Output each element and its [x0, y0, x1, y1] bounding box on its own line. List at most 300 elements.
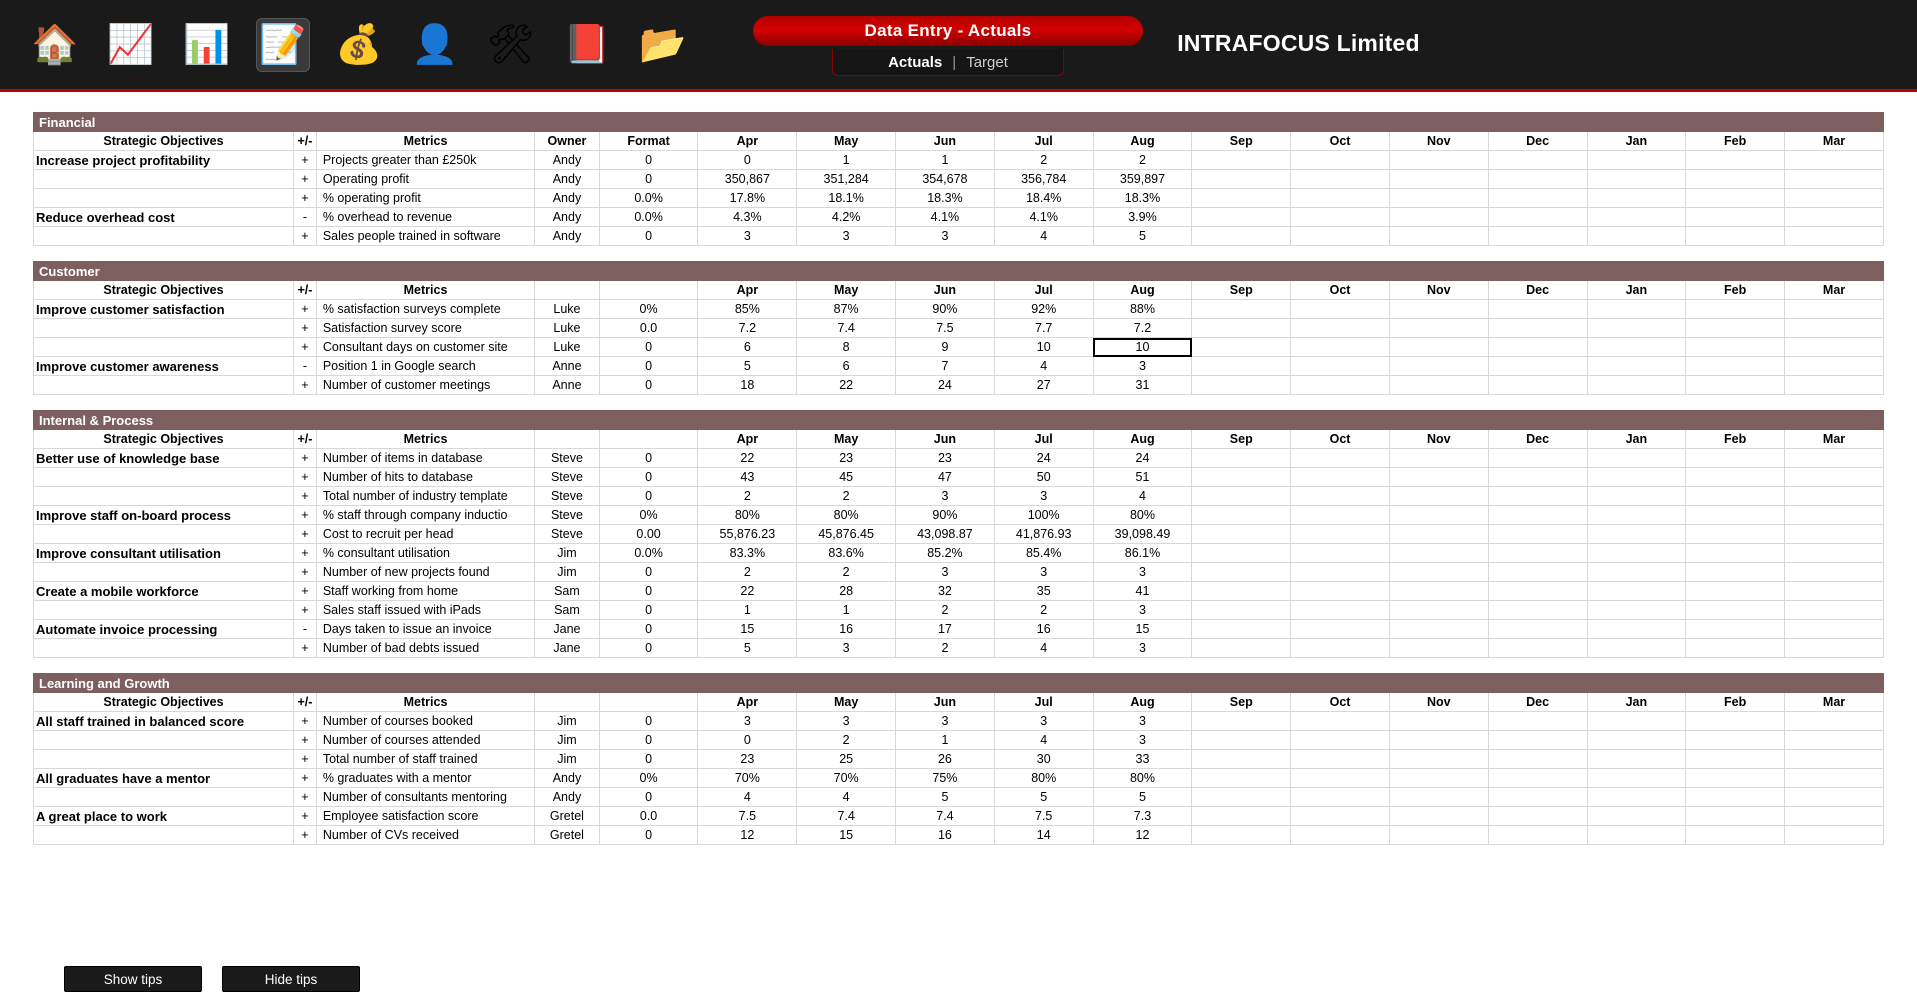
cell-value-jun[interactable]: 18.3% — [896, 189, 995, 208]
cell-value-aug[interactable]: 12 — [1093, 826, 1192, 845]
cell-value-nov[interactable] — [1389, 750, 1488, 769]
cell-format[interactable]: 0 — [599, 170, 698, 189]
cell-value-dec[interactable] — [1488, 639, 1587, 658]
cell-value-mar[interactable] — [1785, 170, 1884, 189]
cell-value-dec[interactable] — [1488, 563, 1587, 582]
cell-owner[interactable]: Sam — [535, 582, 599, 601]
cell-value-oct[interactable] — [1291, 208, 1390, 227]
cell-value-oct[interactable] — [1291, 582, 1390, 601]
tab-target[interactable]: Target — [966, 53, 1008, 71]
cell-value-feb[interactable] — [1686, 731, 1785, 750]
cell-value-sep[interactable] — [1192, 227, 1291, 246]
cell-format[interactable]: 0.0% — [599, 189, 698, 208]
cell-value-sep[interactable] — [1192, 300, 1291, 319]
folder-icon[interactable]: 📂 — [639, 23, 687, 66]
cell-value-jul[interactable]: 41,876.93 — [994, 525, 1093, 544]
cell-value-may[interactable]: 6 — [797, 357, 896, 376]
cell-value-oct[interactable] — [1291, 506, 1390, 525]
cell-owner[interactable]: Jim — [535, 712, 599, 731]
cell-value-jan[interactable] — [1587, 563, 1686, 582]
cell-value-mar[interactable] — [1785, 189, 1884, 208]
cell-value-apr[interactable]: 43 — [698, 468, 797, 487]
cell-value-feb[interactable] — [1686, 601, 1785, 620]
cell-value-oct[interactable] — [1291, 227, 1390, 246]
cell-value-sep[interactable] — [1192, 582, 1291, 601]
cell-value-jun[interactable]: 4.1% — [896, 208, 995, 227]
cell-value-oct[interactable] — [1291, 449, 1390, 468]
cell-value-jan[interactable] — [1587, 620, 1686, 639]
cell-value-jul[interactable]: 4 — [994, 357, 1093, 376]
cell-value-sep[interactable] — [1192, 338, 1291, 357]
cell-value-jan[interactable] — [1587, 712, 1686, 731]
cell-value-mar[interactable] — [1785, 769, 1884, 788]
cell-value-apr[interactable]: 83.3% — [698, 544, 797, 563]
cell-format[interactable]: 0 — [599, 376, 698, 395]
cell-value-aug[interactable]: 7.3 — [1093, 807, 1192, 826]
cell-value-mar[interactable] — [1785, 357, 1884, 376]
cell-value-jun[interactable]: 24 — [896, 376, 995, 395]
cell-value-dec[interactable] — [1488, 468, 1587, 487]
cell-value-dec[interactable] — [1488, 357, 1587, 376]
cell-direction[interactable]: + — [293, 506, 316, 525]
cell-value-jun[interactable]: 32 — [896, 582, 995, 601]
cell-value-mar[interactable] — [1785, 563, 1884, 582]
cell-value-aug[interactable]: 3 — [1093, 639, 1192, 658]
cell-value-jan[interactable] — [1587, 487, 1686, 506]
cell-value-jul[interactable]: 7.5 — [994, 807, 1093, 826]
cell-value-jan[interactable] — [1587, 189, 1686, 208]
cell-format[interactable]: 0 — [599, 620, 698, 639]
cell-value-aug[interactable]: 2 — [1093, 151, 1192, 170]
cell-value-oct[interactable] — [1291, 807, 1390, 826]
cell-value-may[interactable]: 22 — [797, 376, 896, 395]
cell-value-may[interactable]: 351,284 — [797, 170, 896, 189]
cell-value-sep[interactable] — [1192, 788, 1291, 807]
cell-value-aug[interactable]: 33 — [1093, 750, 1192, 769]
cell-value-apr[interactable]: 4 — [698, 788, 797, 807]
cell-owner[interactable]: Steve — [535, 525, 599, 544]
cell-value-aug[interactable]: 31 — [1093, 376, 1192, 395]
cell-value-nov[interactable] — [1389, 170, 1488, 189]
cell-value-aug[interactable]: 88% — [1093, 300, 1192, 319]
cell-value-jan[interactable] — [1587, 338, 1686, 357]
cell-value-apr[interactable]: 85% — [698, 300, 797, 319]
cell-value-jan[interactable] — [1587, 468, 1686, 487]
cell-value-jan[interactable] — [1587, 208, 1686, 227]
cell-value-feb[interactable] — [1686, 208, 1785, 227]
hide-tips-button[interactable]: Hide tips — [222, 966, 360, 992]
cell-value-nov[interactable] — [1389, 582, 1488, 601]
cell-value-apr[interactable]: 2 — [698, 487, 797, 506]
cell-value-jan[interactable] — [1587, 731, 1686, 750]
cell-format[interactable]: 0.0% — [599, 208, 698, 227]
cell-value-mar[interactable] — [1785, 826, 1884, 845]
cell-value-jan[interactable] — [1587, 769, 1686, 788]
cell-direction[interactable]: + — [293, 544, 316, 563]
cell-value-dec[interactable] — [1488, 826, 1587, 845]
cell-value-may[interactable]: 45 — [797, 468, 896, 487]
cell-value-mar[interactable] — [1785, 601, 1884, 620]
cell-format[interactable]: 0 — [599, 227, 698, 246]
cell-value-aug[interactable]: 51 — [1093, 468, 1192, 487]
cell-format[interactable]: 0.0 — [599, 807, 698, 826]
cell-owner[interactable]: Luke — [535, 319, 599, 338]
cell-value-aug[interactable]: 5 — [1093, 227, 1192, 246]
cell-value-nov[interactable] — [1389, 506, 1488, 525]
cell-value-nov[interactable] — [1389, 151, 1488, 170]
cell-value-nov[interactable] — [1389, 468, 1488, 487]
cell-format[interactable]: 0 — [599, 449, 698, 468]
cell-value-oct[interactable] — [1291, 151, 1390, 170]
cell-value-jun[interactable]: 90% — [896, 506, 995, 525]
cell-value-mar[interactable] — [1785, 712, 1884, 731]
cell-direction[interactable]: + — [293, 601, 316, 620]
cell-owner[interactable]: Steve — [535, 487, 599, 506]
cell-value-feb[interactable] — [1686, 712, 1785, 731]
selected-cell[interactable]: 10 — [1093, 338, 1192, 357]
cell-format[interactable]: 0 — [599, 357, 698, 376]
cell-value-aug[interactable]: 3 — [1093, 357, 1192, 376]
cell-value-jun[interactable]: 3 — [896, 487, 995, 506]
cell-value-sep[interactable] — [1192, 319, 1291, 338]
cell-direction[interactable]: + — [293, 151, 316, 170]
cell-value-may[interactable]: 4.2% — [797, 208, 896, 227]
cell-value-jan[interactable] — [1587, 300, 1686, 319]
cell-value-mar[interactable] — [1785, 376, 1884, 395]
cell-value-may[interactable]: 8 — [797, 338, 896, 357]
cell-format[interactable]: 0% — [599, 769, 698, 788]
cell-value-jul[interactable]: 356,784 — [994, 170, 1093, 189]
cell-value-sep[interactable] — [1192, 639, 1291, 658]
cell-value-aug[interactable]: 3 — [1093, 601, 1192, 620]
cell-value-may[interactable]: 3 — [797, 227, 896, 246]
cell-value-jun[interactable]: 7 — [896, 357, 995, 376]
cell-value-jan[interactable] — [1587, 807, 1686, 826]
cell-format[interactable]: 0 — [599, 712, 698, 731]
cell-value-sep[interactable] — [1192, 151, 1291, 170]
cell-owner[interactable]: Andy — [535, 189, 599, 208]
cell-value-aug[interactable]: 4 — [1093, 487, 1192, 506]
cell-value-may[interactable]: 3 — [797, 639, 896, 658]
cell-value-may[interactable]: 1 — [797, 151, 896, 170]
cell-value-oct[interactable] — [1291, 319, 1390, 338]
cell-owner[interactable]: Sam — [535, 601, 599, 620]
cell-value-sep[interactable] — [1192, 208, 1291, 227]
cell-value-sep[interactable] — [1192, 544, 1291, 563]
cell-value-sep[interactable] — [1192, 601, 1291, 620]
cell-value-sep[interactable] — [1192, 563, 1291, 582]
cell-value-may[interactable]: 18.1% — [797, 189, 896, 208]
cell-value-aug[interactable]: 80% — [1093, 506, 1192, 525]
line-chart-icon[interactable]: 📈 — [107, 23, 155, 66]
cell-value-mar[interactable] — [1785, 620, 1884, 639]
cell-value-jul[interactable]: 4 — [994, 639, 1093, 658]
cell-owner[interactable]: Andy — [535, 769, 599, 788]
cell-value-apr[interactable]: 2 — [698, 563, 797, 582]
cell-value-oct[interactable] — [1291, 601, 1390, 620]
cell-owner[interactable]: Steve — [535, 506, 599, 525]
coins-icon[interactable]: 💰 — [335, 23, 383, 66]
cell-value-nov[interactable] — [1389, 563, 1488, 582]
cell-value-dec[interactable] — [1488, 525, 1587, 544]
cell-value-feb[interactable] — [1686, 506, 1785, 525]
cell-owner[interactable]: Jim — [535, 563, 599, 582]
cell-value-feb[interactable] — [1686, 449, 1785, 468]
cell-value-may[interactable]: 45,876.45 — [797, 525, 896, 544]
cell-value-apr[interactable]: 17.8% — [698, 189, 797, 208]
cell-value-dec[interactable] — [1488, 487, 1587, 506]
cell-value-nov[interactable] — [1389, 712, 1488, 731]
cell-value-mar[interactable] — [1785, 525, 1884, 544]
cell-value-mar[interactable] — [1785, 487, 1884, 506]
cell-value-apr[interactable]: 22 — [698, 449, 797, 468]
cell-value-sep[interactable] — [1192, 826, 1291, 845]
cell-format[interactable]: 0% — [599, 506, 698, 525]
cell-value-nov[interactable] — [1389, 525, 1488, 544]
cell-owner[interactable]: Jane — [535, 639, 599, 658]
cell-format[interactable]: 0 — [599, 826, 698, 845]
cell-value-apr[interactable]: 18 — [698, 376, 797, 395]
cell-owner[interactable]: Jim — [535, 750, 599, 769]
cell-owner[interactable]: Anne — [535, 376, 599, 395]
cell-value-nov[interactable] — [1389, 826, 1488, 845]
cell-owner[interactable]: Andy — [535, 170, 599, 189]
cell-value-jul[interactable]: 10 — [994, 338, 1093, 357]
cell-format[interactable]: 0% — [599, 300, 698, 319]
cell-value-jul[interactable]: 3 — [994, 712, 1093, 731]
cell-value-may[interactable]: 25 — [797, 750, 896, 769]
cell-value-feb[interactable] — [1686, 376, 1785, 395]
cell-value-nov[interactable] — [1389, 189, 1488, 208]
cell-value-dec[interactable] — [1488, 620, 1587, 639]
cell-owner[interactable]: Gretel — [535, 826, 599, 845]
bar-chart-icon[interactable]: 📊 — [183, 23, 231, 66]
cell-value-mar[interactable] — [1785, 449, 1884, 468]
cell-owner[interactable]: Andy — [535, 151, 599, 170]
cell-value-feb[interactable] — [1686, 227, 1785, 246]
cell-value-apr[interactable]: 70% — [698, 769, 797, 788]
cell-value-nov[interactable] — [1389, 639, 1488, 658]
cell-value-aug[interactable]: 3.9% — [1093, 208, 1192, 227]
cell-value-oct[interactable] — [1291, 525, 1390, 544]
cell-value-feb[interactable] — [1686, 189, 1785, 208]
cell-value-sep[interactable] — [1192, 731, 1291, 750]
cell-value-jun[interactable]: 5 — [896, 788, 995, 807]
cell-value-sep[interactable] — [1192, 769, 1291, 788]
cell-value-apr[interactable]: 0 — [698, 151, 797, 170]
cell-value-sep[interactable] — [1192, 449, 1291, 468]
cell-direction[interactable]: + — [293, 582, 316, 601]
cell-value-jan[interactable] — [1587, 788, 1686, 807]
cell-value-feb[interactable] — [1686, 639, 1785, 658]
cell-value-jan[interactable] — [1587, 376, 1686, 395]
cell-value-oct[interactable] — [1291, 788, 1390, 807]
cell-value-jun[interactable]: 17 — [896, 620, 995, 639]
cell-value-apr[interactable]: 55,876.23 — [698, 525, 797, 544]
cell-value-sep[interactable] — [1192, 620, 1291, 639]
cell-value-dec[interactable] — [1488, 300, 1587, 319]
cell-value-jun[interactable]: 9 — [896, 338, 995, 357]
cell-value-oct[interactable] — [1291, 357, 1390, 376]
cell-value-feb[interactable] — [1686, 300, 1785, 319]
cell-value-mar[interactable] — [1785, 506, 1884, 525]
cell-value-apr[interactable]: 23 — [698, 750, 797, 769]
cell-value-oct[interactable] — [1291, 468, 1390, 487]
cell-value-nov[interactable] — [1389, 319, 1488, 338]
cell-direction[interactable]: + — [293, 300, 316, 319]
cell-value-aug[interactable]: 41 — [1093, 582, 1192, 601]
cell-value-jan[interactable] — [1587, 506, 1686, 525]
cell-value-feb[interactable] — [1686, 338, 1785, 357]
cell-value-jun[interactable]: 26 — [896, 750, 995, 769]
cell-owner[interactable]: Gretel — [535, 807, 599, 826]
cell-format[interactable]: 0.0 — [599, 319, 698, 338]
cell-value-nov[interactable] — [1389, 788, 1488, 807]
cell-value-dec[interactable] — [1488, 750, 1587, 769]
cell-value-mar[interactable] — [1785, 750, 1884, 769]
cell-value-nov[interactable] — [1389, 357, 1488, 376]
cell-value-jan[interactable] — [1587, 582, 1686, 601]
cell-value-dec[interactable] — [1488, 376, 1587, 395]
cell-format[interactable]: 0 — [599, 750, 698, 769]
cell-value-aug[interactable]: 39,098.49 — [1093, 525, 1192, 544]
cell-direction[interactable]: + — [293, 227, 316, 246]
cell-owner[interactable]: Jim — [535, 544, 599, 563]
cell-value-feb[interactable] — [1686, 170, 1785, 189]
cell-direction[interactable]: + — [293, 376, 316, 395]
cell-value-jun[interactable]: 7.5 — [896, 319, 995, 338]
cell-value-feb[interactable] — [1686, 582, 1785, 601]
cell-value-oct[interactable] — [1291, 170, 1390, 189]
cell-value-apr[interactable]: 15 — [698, 620, 797, 639]
cell-owner[interactable]: Luke — [535, 338, 599, 357]
cell-owner[interactable]: Jim — [535, 731, 599, 750]
cell-value-nov[interactable] — [1389, 601, 1488, 620]
cell-value-aug[interactable]: 3 — [1093, 731, 1192, 750]
cell-value-oct[interactable] — [1291, 300, 1390, 319]
cell-owner[interactable]: Steve — [535, 468, 599, 487]
cell-format[interactable]: 0 — [599, 582, 698, 601]
cell-value-feb[interactable] — [1686, 807, 1785, 826]
cell-value-mar[interactable] — [1785, 807, 1884, 826]
cell-value-dec[interactable] — [1488, 319, 1587, 338]
tab-actuals[interactable]: Actuals — [888, 53, 943, 71]
cell-value-mar[interactable] — [1785, 582, 1884, 601]
cell-value-aug[interactable]: 7.2 — [1093, 319, 1192, 338]
cell-direction[interactable]: + — [293, 826, 316, 845]
cell-value-jan[interactable] — [1587, 601, 1686, 620]
cell-value-feb[interactable] — [1686, 151, 1785, 170]
cell-value-nov[interactable] — [1389, 620, 1488, 639]
cell-direction[interactable]: + — [293, 189, 316, 208]
cell-value-jan[interactable] — [1587, 750, 1686, 769]
cell-value-nov[interactable] — [1389, 300, 1488, 319]
cell-value-jan[interactable] — [1587, 319, 1686, 338]
cell-value-oct[interactable] — [1291, 563, 1390, 582]
cell-value-jun[interactable]: 85.2% — [896, 544, 995, 563]
cell-value-aug[interactable]: 3 — [1093, 712, 1192, 731]
cell-value-jun[interactable]: 1 — [896, 731, 995, 750]
cell-direction[interactable]: + — [293, 487, 316, 506]
cell-value-jul[interactable]: 30 — [994, 750, 1093, 769]
cell-value-sep[interactable] — [1192, 487, 1291, 506]
user-icon[interactable]: 👤 — [411, 23, 459, 66]
cell-value-jan[interactable] — [1587, 170, 1686, 189]
cell-value-jul[interactable]: 14 — [994, 826, 1093, 845]
cell-value-dec[interactable] — [1488, 582, 1587, 601]
cell-direction[interactable]: + — [293, 639, 316, 658]
cell-value-jun[interactable]: 354,678 — [896, 170, 995, 189]
cell-value-feb[interactable] — [1686, 525, 1785, 544]
cell-value-mar[interactable] — [1785, 319, 1884, 338]
cell-value-feb[interactable] — [1686, 750, 1785, 769]
cell-value-jul[interactable]: 4 — [994, 227, 1093, 246]
cell-value-nov[interactable] — [1389, 769, 1488, 788]
cell-value-jul[interactable]: 80% — [994, 769, 1093, 788]
cell-value-oct[interactable] — [1291, 189, 1390, 208]
cell-value-jul[interactable]: 2 — [994, 601, 1093, 620]
cell-value-jun[interactable]: 75% — [896, 769, 995, 788]
cell-value-dec[interactable] — [1488, 544, 1587, 563]
cell-owner[interactable]: Jane — [535, 620, 599, 639]
cell-value-dec[interactable] — [1488, 449, 1587, 468]
cell-value-may[interactable]: 2 — [797, 731, 896, 750]
cell-format[interactable]: 0 — [599, 468, 698, 487]
cell-value-may[interactable]: 7.4 — [797, 319, 896, 338]
cell-value-jan[interactable] — [1587, 544, 1686, 563]
cell-value-may[interactable]: 28 — [797, 582, 896, 601]
cell-format[interactable]: 0 — [599, 788, 698, 807]
cell-value-nov[interactable] — [1389, 376, 1488, 395]
cell-format[interactable]: 0 — [599, 731, 698, 750]
cell-format[interactable]: 0 — [599, 563, 698, 582]
cell-value-jul[interactable]: 24 — [994, 449, 1093, 468]
cell-format[interactable]: 0 — [599, 151, 698, 170]
cell-value-jul[interactable]: 35 — [994, 582, 1093, 601]
cell-value-dec[interactable] — [1488, 712, 1587, 731]
cell-value-nov[interactable] — [1389, 227, 1488, 246]
cell-value-feb[interactable] — [1686, 826, 1785, 845]
cell-value-jun[interactable]: 2 — [896, 601, 995, 620]
cell-value-jul[interactable]: 2 — [994, 151, 1093, 170]
cell-value-oct[interactable] — [1291, 487, 1390, 506]
cell-format[interactable]: 0.00 — [599, 525, 698, 544]
cell-value-aug[interactable]: 359,897 — [1093, 170, 1192, 189]
cell-value-apr[interactable]: 350,867 — [698, 170, 797, 189]
cell-value-mar[interactable] — [1785, 208, 1884, 227]
cell-value-sep[interactable] — [1192, 357, 1291, 376]
cell-value-dec[interactable] — [1488, 731, 1587, 750]
cell-direction[interactable]: + — [293, 319, 316, 338]
cell-value-dec[interactable] — [1488, 227, 1587, 246]
cell-direction[interactable]: + — [293, 449, 316, 468]
cell-value-may[interactable]: 15 — [797, 826, 896, 845]
cell-value-oct[interactable] — [1291, 639, 1390, 658]
cell-value-jun[interactable]: 3 — [896, 563, 995, 582]
cell-value-feb[interactable] — [1686, 620, 1785, 639]
cell-value-jul[interactable]: 100% — [994, 506, 1093, 525]
cell-value-feb[interactable] — [1686, 788, 1785, 807]
edit-pencil-icon[interactable]: 📝 — [256, 18, 310, 72]
cell-value-oct[interactable] — [1291, 712, 1390, 731]
cell-value-sep[interactable] — [1192, 189, 1291, 208]
cell-value-may[interactable]: 4 — [797, 788, 896, 807]
cell-value-mar[interactable] — [1785, 151, 1884, 170]
cell-value-jun[interactable]: 3 — [896, 712, 995, 731]
cell-value-jul[interactable]: 50 — [994, 468, 1093, 487]
cell-value-may[interactable]: 7.4 — [797, 807, 896, 826]
cell-owner[interactable]: Andy — [535, 208, 599, 227]
